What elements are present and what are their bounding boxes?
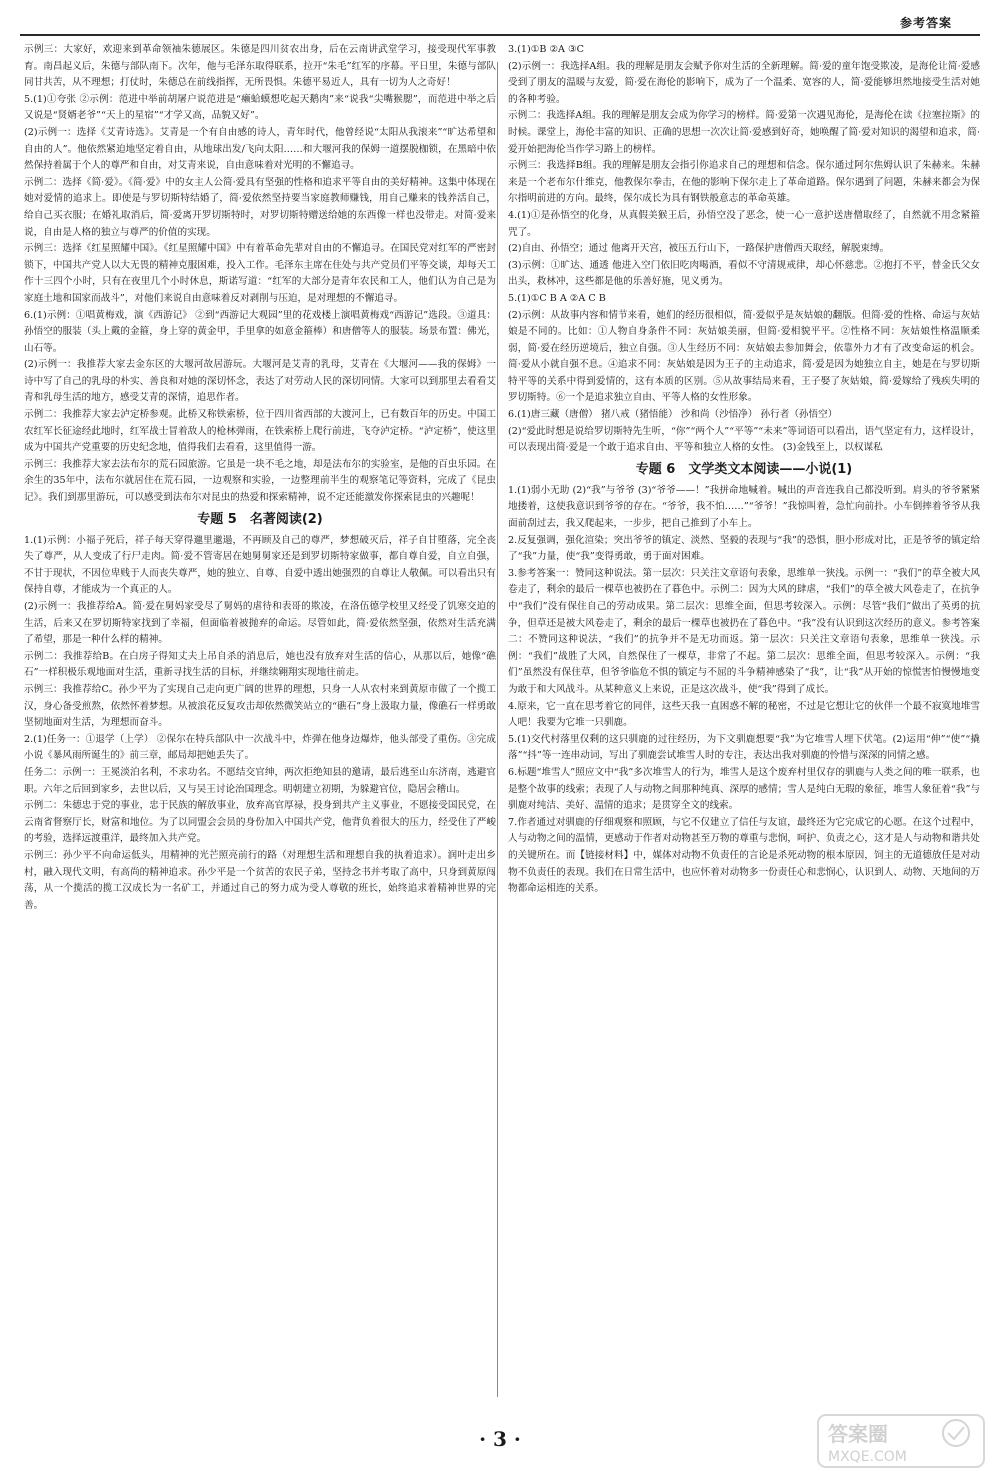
answer-paragraph: 示例三：孙少平不向命运低头，用精神的光芒照亮前行的路（对理想生活和理想自我的执着追求）。润叶走出乡村，融入现代文明，有高尚的精神追求。孙少平是一个贫苦的农民子弟，坚持念书并考取了高中，只身到黄原闯荡，从一个揽活的揽工汉成长为一名矿工，并通过自己的努力成为受人尊敬的班长，始终追求着精神世界的完善。 (24, 849, 496, 911)
answer-paragraph: (2)示例一：我推荐给A。简·爱在舅妈家受尽了舅妈的虐待和表哥的欺凌，在洛伍德学校里又经受了饥寒交迫的生活，后来又在罗切斯特家找到了幸福，但面临着被抛弃的命运。尽管如此，简·爱依然坚强，依然对生活充满了希望，那是一种什么样的精神。 (24, 601, 496, 646)
answer-paragraph: 4.(1)①是孙悟空的化身，从真假美猴王后，孙悟空没了恶念，使一心一意护送唐僧取经了，自然就不用念紧箍咒了。 (508, 209, 980, 238)
answer-paragraph: 示例三：我推荐大家去法布尔的荒石园旅游。它虽是一块不毛之地，却是法布尔的实验室，是他的百虫乐园。在余生的35年中，法布尔就居住在荒石园，一边观察和实验，一边整理前半生的观察笔记等资料，完成了《昆虫记》。我们到那里游玩，可以感受到法布尔对昆虫的热爱和探索精神，说不定还能激发你探索昆虫的兴趣呢！ (24, 458, 496, 504)
answer-paragraph: 示例二：朱德忠于党的事业，忠于民族的解放事业，放弃高官厚禄，投身到共产主义事业，不愿接受国民党，在云南省督察厅长，财富和地位。为了以同盟会会员的身份加入中国共产党，他背负着很大的压力，经受住了严峻的考验，选择远渡重洋，最终加入共产党。 (24, 800, 496, 845)
column-divider (497, 62, 498, 1397)
answer-paragraph: (3)示例：①旷达、通透 他进入空门依旧吃肉喝酒，看似不守清规戒律，却心怀慈悲。②抱打不平，替金氏父女出头，救林冲，这些都是他的乐善好施，见义勇为。 (508, 259, 980, 288)
answer-paragraph: 5.(1)交代村落里仅剩的这只驯鹿的过往经历，为下文驯鹿想要“我”为它堆雪人埋下伏笔。(2)运用“伸”“使”“撬落”“抖”等一连串动词，写出了驯鹿尝试堆雪人时的专注，表达出我对驯鹿的怜惜与深深的同情之感。 (508, 733, 980, 762)
right-column (508, 42, 980, 898)
answer-paragraph: 1.(1)示例：小福子死后，祥子每天穿得邋里邋遢，不再顾及自己的尊严，梦想破灭后，祥子自甘堕落，完全丧失了尊严，从人变成了行尸走肉。简·爱不管寄居在她舅舅家还是到罗切斯特家做事，都自尊自爱，自立自强，不甘于现状，不因位卑贱于人而丧失尊严，她的独立、自尊、自爱中透出她强烈的自尊让人敬佩。可以看出只有保持自尊，才能成为一个真正的人。 (24, 534, 496, 596)
section-heading: 专题 6 文学类文本阅读——小说(1) (635, 461, 853, 477)
answer-paragraph: 5.(1)①C B A ②A C B (508, 292, 606, 304)
answer-paragraph: 5.(1)①夸张 ②示例：范进中举前胡屠户说范进是“癞蛤蟆想吃起天鹅肉”来“说我“尖嘴猴腮”，而范进中举之后又说是“贤婿老爷”“天上的星宿”“才学又高，品貌又好”。 (24, 93, 496, 122)
answer-paragraph: 示例二：我推荐给B。在白房子得知丈夫上吊自杀的消息后，她也没有放弃对生活的信心，从那以后，她像“礁石”一样积极乐观地面对生活，重新寻找生活的目标，并继续翱翔实现地往前走。 (24, 650, 496, 679)
left-column (24, 42, 496, 914)
answer-paragraph: (2)示例一：我选择A组。我的理解是朋友会赋予你对生活的全新理解。简·爱的童年饱受欺凌，是海伦让简·爱感受到了朋友的温暖与友爱，简·爱在海伦的影响下，成为了一个温柔、宽容的人，简·爱能够坦然地接受生活对她的各种考验。 (508, 60, 980, 105)
page-number-value: 3 (493, 1427, 507, 1451)
section-heading: 专题 5 名著阅读(2) (197, 511, 323, 527)
answer-paragraph: 6.标题“堆雪人”照应文中“我”多次堆雪人的行为，堆雪人是这个废弃村里仅存的驯鹿与人类之间的唯一联系，也是整个故事的线索；表现了人与动物之间那种纯真、深厚的感情；雪人是纯白无瑕的象征，堆雪人象征着“我”与驯鹿对纯洁、美好、温情的追求；是贯穿全文的线索。 (508, 766, 980, 812)
answer-paragraph: 3.参考答案一：赞同这种说法。第一层次：只关注文章语句表象，思维单一狭浅。示例一：“我们”的草全被大风卷走了，剩余的最后一棵草也被扔在了暮色中。示例二：因为大风的肆虐，“我们”的草全被大风卷走了，在抗争中“我们”没有保住自己的劳动成果。第二层次：思维全面，但思考较深入。示例：尽管“我们”做出了英勇的抗争，但草还是被大风卷走了，剩余的最后一棵草也被扔在了暮色中。“我”没有认识到这次经历的意义。参考答案二：不赞同这种说法，“我们”的抗争并不是无功而返。第一层次：只关注文章语句表象，思维单一狭浅。示例：“我们”战胜了大风，自然保住了一棵草，非常了不起。第二层次：思维全面，但思考较深入。示例：“我们”虽然没有保住草，但爷爷临危不惧的镇定与不屈的斗争精神感染了“我”，让“我”从开始的惊慌害怕慢慢地变为敢于和大风战斗。从某种意义上来说，正是这次战斗，使“我”得到了成长。 (508, 567, 980, 695)
answer-paragraph: 1.(1)弱小无助 (2)“我”与爷爷 (3)“爷爷——！”我拼命地喊着。喊出的声音连我自己都没听到。肩头的爷爷紧紧地搂着，这使我意识到爷爷的存在。“爷爷，我不怕……”“爷爷！”我惊叫着，急忙向前扑。小车倒摔着爷爷从我面前刮过去，我又爬起来，一步步，把自己推到了小车上。 (508, 484, 980, 530)
answer-paragraph: 4.原来，它一直在思考着它的同伴，这些天我一直困惑不解的秘密，不过是它想让它的伙伴一个最不寂寞地堆雪人吧！我要为它堆一只驯鹿。 (508, 700, 980, 729)
answer-paragraph: 7.作者通过对驯鹿的仔细观察和照顾，与它不仅建立了信任与友谊，最终还为它完成它的心愿。在这个过程中，人与动物之间的温情，更感动于作者对动物甚至万物的尊重与悲悯，呵护、负责之心，这才是人与动物和谐共处的关键所在。而【链接材料】中，媒体对动物不负责任的言论是杀死动物的根本原因，饲主的无道德放任是对动物不负责任的表现。我们在日常生活中，也应怀着对动物多一份责任心和悲悯心，认识到人、动物、天地间的万物都命运相连的关系。 (508, 816, 980, 895)
page-header-title: 参考答案 (899, 16, 952, 30)
answer-paragraph: 6.(1)唐三藏（唐僧） 猪八戒（猪悟能） 沙和尚（沙悟净） 孙行者（孙悟空） (508, 409, 838, 421)
svg-text:答案圈: 答案圈 (828, 1422, 888, 1446)
page-number-dot-right: · (513, 1427, 521, 1451)
answer-paragraph: 任务二：示例一：王冕淡泊名利，不求功名。不愿结交官绅，两次拒绝知县的邀请，最后逃至山东济南，逃避官职。六年之后回到家乡，去世以后，又与吴王讨论治国理念。明朝建立初期，为躲避官位，隐居会稽山。 (24, 766, 496, 795)
answer-paragraph: 示例三：我选择B组。我的理解是朋友会指引你追求自己的理想和信念。保尔通过阿尔焦姆认识了朱赫来。朱赫来是一个老布尔什维克，他教保尔拳击，在他的影响下保尔走上了革命道路。保尔遇到了问题，朱赫来都会为保尔指明前进的方向。最终，保尔成长为具有钢铁般意志的革命英雄。 (508, 160, 980, 205)
answer-paragraph: 示例三：大家好，欢迎来到革命领袖朱德展区。朱德是四川贫农出身，后在云南讲武堂学习，接受现代军事教育。南昌起义后，朱德与部队南下。次年，他与毛泽东取得联系，拉开“朱毛”红军的序幕。平日里，朱德与部队同甘共苦，从不理想；打仗时，朱德总在前线指挥，无所畏惧。朱德平易近人，具有一切为人之奇好！ (24, 44, 496, 89)
answer-paragraph: (2)“爱此时想是说给罗切斯特先生听，“你”“两个人”“平等”“未来”等词语可以看出，语气坚定有力，这样设计，可以表现出简·爱是一个敢于追求自由、平等和独立人格的女性。 (3)金钱至上，以权谋私 (508, 425, 980, 454)
answer-paragraph: 2.反复强调，强化渲染；突出爷爷的镇定、淡然、坚毅的表现与“我”的恐惧，胆小形成对比，正是爷爷的镇定给了“我”力量，使“我”变得勇敢，勇于面对困难。 (508, 534, 980, 563)
answer-paragraph: 示例二：我选择A组。我的理解是朋友会成为你学习的榜样。简·爱第一次遇见海伦，是海伦在读《拉塞拉斯》的时候。课堂上，海伦丰富的知识、正确的思想一次次让简·爱感到好奇，她唤醒了简·爱对知识的渴望和追求，简·爱开始把海伦当作学习路上的榜样。 (508, 110, 980, 155)
answer-paragraph: 示例三：选择《红星照耀中国》。《红星照耀中国》中有着革命先辈对自由的不懈追寻。在国民党对红军的严密封锁下，中国共产党人以大无畏的精神克服困难，投入工作。毛泽东主席在住处与共产党员们平等交谈，却每天工作十三四个小时，只有在夜里几个小时休息，斯诺写道：“红军的大部分是青年农民和工人，他们认为自己是为家庭土地和国家而战斗”，对他们来说自由意味着反对剥削与压迫，是对理想的不懈追寻。 (24, 243, 496, 304)
answer-paragraph: (2)自由、孙悟空；通过 他离开天宫，被压五行山下，一路保护唐僧西天取经，解脱束缚。 (508, 243, 890, 255)
answer-paragraph: 6.(1)示例：①唱黄梅戏，演《西游记》 ②到“西游记大观园”里的花戏楼上演唱黄梅戏“西游记”选段。③道具：孙悟空的服装（头上戴的金箍，身上穿的黄金甲，手里拿的如意金箍棒）和唐僧等人的服装。场景布置：佛光，山石等。 (24, 309, 496, 354)
watermark-logo-icon (816, 1413, 986, 1469)
answer-paragraph: (2)示例一：我推荐大家去金东区的大堰河故居游玩。大堰河是艾青的乳母，艾青在《大堰河——我的保姆》一诗中写了自己的乳母的朴实、善良和对她的深切怀念，表达了对劳动人民的深切同情。大家可以到那里去看看艾青和乳母生活的地方，感受艾青的深情，追思作者。 (24, 359, 496, 404)
answer-paragraph: 示例三：我推荐给C。孙少平为了实现自己走向更广阔的世界的理想，只身一人从农村来到黄原市做了一个揽工汉，身心备受煎熬，依然怀着梦想。从被浪花反复攻击却依然微笑站立的“礁石”身上汲取力量，像礁石一样勇敢坚韧地面对生活，为理想而奋斗。 (24, 683, 496, 729)
answer-paragraph: 3.(1)①B ②A ③C (508, 44, 584, 55)
header-rule (20, 34, 980, 36)
page-number-dot-left: · (479, 1427, 487, 1451)
answer-paragraph: (2)示例：从故事内容和情节来看，她们的经历很相似，简·爱似乎是灰姑娘的翻版。但简·爱的性格、命运与灰姑娘是不同的。比如：①人物自身条件不同：灰姑娘美丽，但简·爱相貌平平。②性格不同：灰姑娘性格温顺柔弱，简·爱在经历逆境后，独立自强。③人生经历不同：灰姑娘去参加舞会，依靠外力才有了改变命运的机会。简·爱从小就自强不息。④追求不同：灰姑娘是因为王子的主动追求，简·爱是因为她独立自主，她是在与罗切斯特平等的关系中得到爱情的，这有本质的区别。⑤从故事结局来看，王子娶了灰姑娘，简·爱嫁给了残疾失明的罗切斯特。⑥一个是追求独立自由、平等人格的女性形象。 (508, 309, 980, 404)
answer-paragraph: 2.(1)任务一：①退学（上学） ②保尔在特兵部队中一次战斗中，炸弹在他身边爆炸，他头部受了重伤。③完成小说《暴风雨所诞生的》前三章，邮局却把她丢失了。 (24, 733, 496, 762)
watermark-site-text: MXQE.COM (828, 1449, 907, 1465)
answer-paragraph: 示例二：我推荐大家去泸定桥参观。此桥又称铁索桥，位于四川省西部的大渡河上，已有数百年的历史。中国工农红军长征途经此地时，红军战士冒着敌人的枪林弹雨，在铁索桥上爬行前进，飞夺泸定桥。“泸定桥”，使这里成为中国共产党重要的历史纪念地，值得我们去看看，这里值得一游。 (24, 409, 496, 454)
answer-paragraph: 示例二：选择《简·爱》。《简·爱》中的女主人公简·爱具有坚强的性格和追求平等自由的美好精神。这集中体现在她对爱情的追求上。即使是与罗切斯特结婚了，简·爱依然坚持要当家庭教师赚钱，用自己赚来的钱养活自己，给自己买衣服；在婚礼取消后，简·爱离开罗切斯特时，对罗切斯特赠送给她的东西像一样也没带走。对简·爱来说，自由是人格的独立与尊严的价值的实现。 (24, 176, 496, 238)
answer-paragraph: (2)示例一：选择《艾青诗选》。艾青是一个有自由感的诗人，青年时代，他曾经说“太阳从我滚来”“旷达希望和自由的人”。他依然紧迫地坚定着自由，从地球出发/飞向太阳……和大堰河我的保姆一道摆脱枷锁，在黑暗中依然保持着属于个人的尊严和自由，对艾青来说，自由意味着对光明的不懈追寻。 (24, 126, 496, 172)
